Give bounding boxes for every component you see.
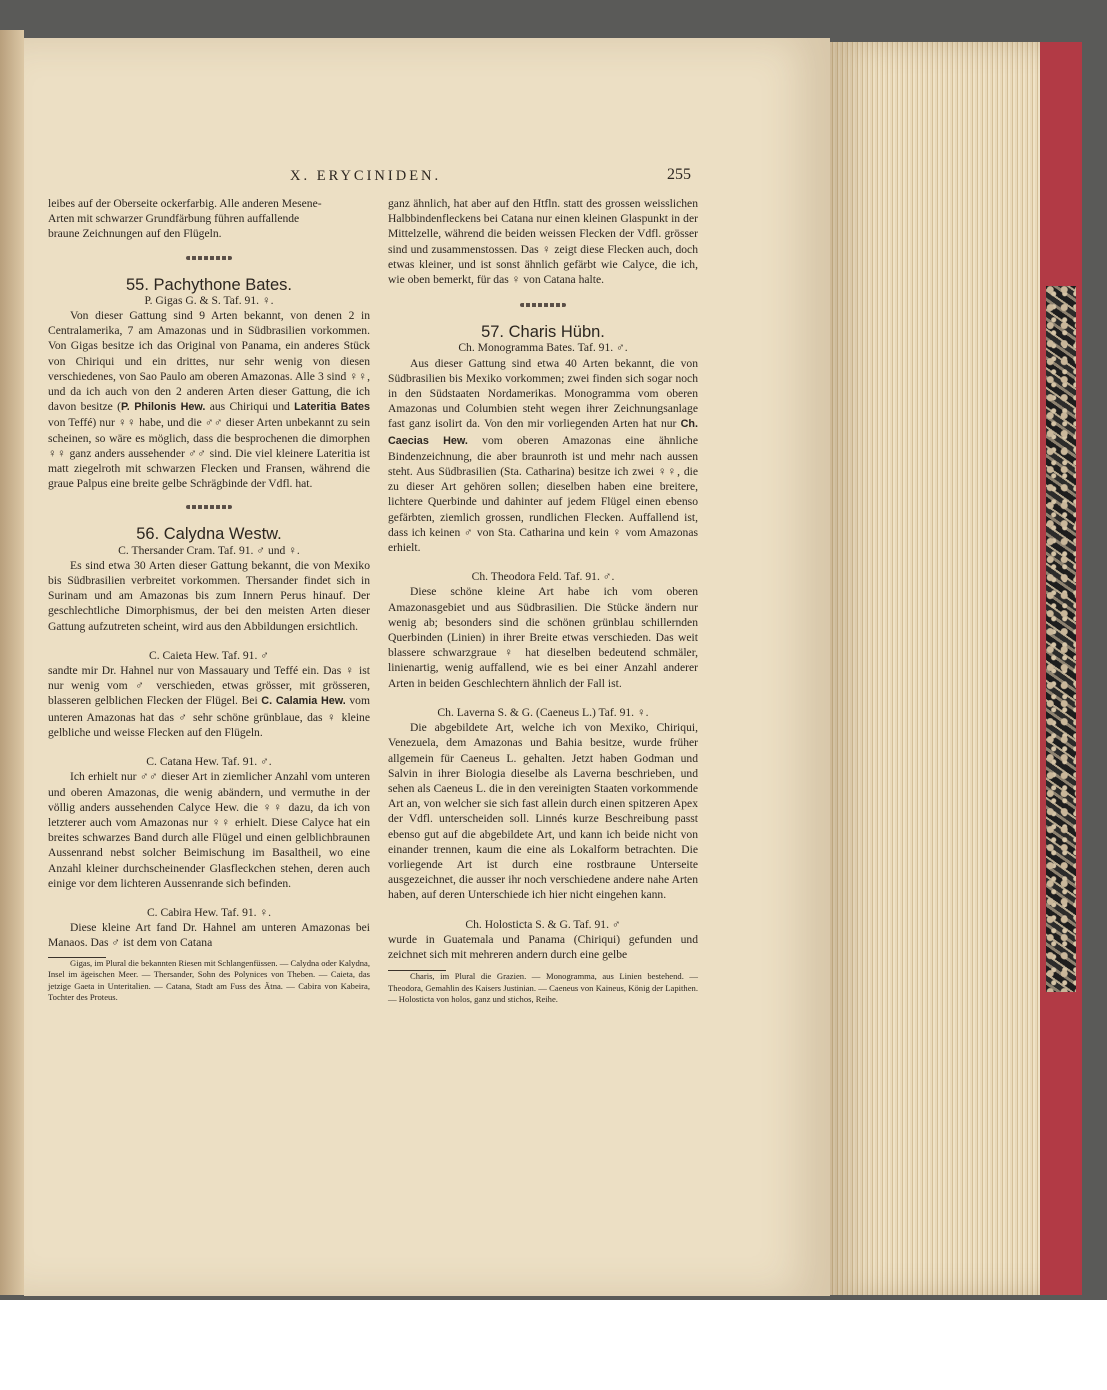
left-column — [48, 196, 370, 1004]
section-heading-55: 55. Pachythone Bates. — [125, 275, 293, 294]
section-heading-57: 57. Charis Hübn. — [481, 323, 605, 342]
page-edges — [830, 42, 1058, 1295]
intro-line: Arten mit schwarzer Grundfärbung führen auffallende — [48, 212, 300, 226]
page-number: 255 — [667, 166, 691, 183]
paragraph-holosticta: wurde in Guatemala und Panama (Chiriqui) gefunden und zeichnet sich mit mehreren andern durch eine gelbe — [388, 932, 698, 961]
footnote-right: Charis, im Plural die Grazien. — Monogramma, aus Linien bestehend. — Theodora, Gemahlin des Kaisers Justinian. — Caeneus von Kaineus, König der Lapithen. — Holosticta von holos, ganz und stichos, Reihe. — [388, 971, 698, 1005]
footnote-left: Gigas, im Plural die bekannten Riesen mit Schlangenfüssen. — Calydna oder Kalydna, Insel im ägeischen Meer. — Thersander, Sohn des Polynices von Theben. — Caieta, das jetzige Gaeta in Unteritalien. — Catana, Stadt am Fuss des Ätna. — Cabira von Kabeira, Tochter des Proteus. — [48, 957, 370, 1003]
paragraph-catana: Ich erhielt nur ♂♂ dieser Art in ziemlicher Anzahl vom unteren und oberen Amazonas, die wenig abändern, und vermuthe in der völlig anders aussehenden Calyce Hew. die ♀♀ dazu, da ich von letzterer auch vom Amazonas nur ♀♀ erhielt. Diese Calyce hat ein breites schwarzes Band durch alle Flügel und einen gelblichbraunen Aussenrand nebst solcher Beimischung im Basaltheil, wo eine Anzahl kleiner durchscheinender Glasfleckchen stehen, deren auch einige vor dem lichteren Aussenrande sich befinden. — [48, 770, 370, 890]
facing-page-edge — [0, 30, 24, 1295]
species-heading-laverna: Ch. Laverna S. & G. (Caeneus L.) Taf. 91. ♀. — [437, 705, 649, 719]
species-heading-cabira: C. Cabira Hew. Taf. 91. ♀. — [146, 905, 272, 919]
species-heading-theodora: Ch. Theodora Feld. Taf. 91. ♂. — [471, 570, 615, 584]
paragraph-cabira: Diese kleine Art fand Dr. Hahnel am unteren Amazonas bei Manaos. Das ♂ ist dem von Catana — [48, 921, 370, 950]
species-heading-caieta: C. Caieta Hew. Taf. 91. ♂ — [149, 648, 269, 662]
running-header: X. ERYCINIDEN. — [290, 168, 442, 184]
species-line: C. Thersander Cram. Taf. 91. ♂ und ♀. — [118, 543, 300, 557]
paragraph-catana-cont: ganz ähnlich, hat aber auf den Htfln. statt des grossen weisslichen Halbbindenfleckens bei Catana nur einen kleinen Glaspunkt in der Mittelzelle, während die beiden weissen Flecken der Vdfl. grösser sind und zusammenstossen. Das ♀ zeigt diese Flecken auch, doch etwas kleiner, und ist sonst ähnlich gefärbt wie Calyce, die ich, wie oben bemerkt, für das ♀ von Catana halte. — [388, 197, 698, 287]
paragraph-charis: Aus dieser Gattung sind etwa 40 Arten bekannt, die von Südbrasilien bis Mexiko vorkommen; zwei finden sich sogar noch in den Südstaaten Nordamerikas. Monogramma vom oberen Amazonas und Columbien steht wegen ihrer Zeichnungsanlage fast ganz isolirt da. Von den mir vorliegenden Arten hat nur Ch. Caecias Hew. vom oberen Amazonas eine ähnliche Bindenzeichnung, die aber braunroth ist und mehr nach aussen steht. Aus Südbrasilien (Sta. Catharina) besitze ich zwei ♀♀, die zu dieser Art gehören sollen; dieselben haben eine breitere, lichtere Querbinde und dahinter auf jedem Flügel einen ebenso gefärbten, ziemlich grossen, rundlichen Flecken. Auffallend ist, dass ich keinen ♂ von Sta. Catharina und kein ♀ vom Amazonas erhielt. — [388, 356, 698, 555]
species-heading-catana: C. Catana Hew. Taf. 91. ♂. — [146, 755, 272, 769]
species-line: P. Gigas G. & S. Taf. 91. ♀. — [144, 293, 274, 307]
intro-line: braune Zeichnungen auf den Flügeln. — [48, 227, 222, 241]
paragraph-laverna: Die abgebildete Art, welche ich von Mexiko, Chiriqui, Venezuela, dem Amazonas und Bahia besitze, wurde früher allgemein für Caeneus L. gehalten. Jetzt haben Godman und Salvin in ihrer Biologia dieselbe als Laverna beschrieben, und sehen als Caeneus L. die in den vereinigten Staaten vorkommende Art an, von welcher sie sich fast allein durch einen spitzeren Apex der Vdfl. unterscheiden soll. Linnés kurze Beschreibung passt ebenso gut auf die abgebildete Art, und kann ich beide nicht von einander trennen, kaum die eine als Lokalform betrachten. Die vorliegende Art ist durch eine rostbraune Unterseite ausgezeichnet, die ausser ihr noch verschiedene andere nahe Arten haben, auf deren Unterschiede ich hier nicht eingehen kann. — [388, 721, 698, 902]
paragraph-theodora: Diese schöne kleine Art habe ich vom oberen Amazonasgebiet und aus Südbrasilien. Die Stücke ändern nur wenig ab; besonders sind die schönen grünblau schillernden Querbinden (Linien) in ihrer Breite etwas verschieden. Das weit blassere schwarzgraue ♀ hat dieselben bedeutend schmäler, linienartig, wenig auffallend, wie es bei einer Anzahl anderer Arten in beiden Geschlechtern ähnlich der Fall ist. — [388, 585, 698, 690]
section-heading-56: 56. Calydna Westw. — [136, 525, 282, 544]
paragraph-pachythone: Von dieser Gattung sind 9 Arten bekannt, von denen 2 in Centralamerika, 7 am Amazonas und in Südbrasilien vorkommen. Von Gigas besitze ich das Original von Panama, ein anderes Stück von Chiriqui und ein drittes, nur sehr wenig von diesen verschiedenes, von Sao Paulo am oberen Amazonas. Alle 3 sind ♀♀, und da ich auch von den 2 anderen Arten dieser Gattung, die ich davon besitze (P. Philonis Hew. aus Chiriqui und Lateritia Bates von Teffé) nur ♀♀ habe, und die ♂♂ dieser Arten unbekannt zu sein scheinen, so wäre es möglich, dass die besprochenen die dimorphen ♀♀ ganz anders aussehender ♂♂ sind. Die viel kleinere Lateritia ist matt ziegelroth mit schwarzen Flecken und Fransen, während die graue Palpus eine breite gelbe Schrägbinde der Vdfl. hat. — [48, 309, 370, 491]
species-line: Ch. Monogramma Bates. Taf. 91. ♂. — [458, 341, 628, 355]
paragraph-caieta: sandte mir Dr. Hahnel nur von Massauary und Teffé ein. Das ♀ ist nur wenig vom ♂ verschieden, etwas grösser, mit grösseren, blasseren gelblichen Flecken der Flügel. Bei C. Calamia Hew. vom unteren Amazonas hat das ♂ sehr schöne grünblaue, das ♀ kleine gelbliche und weisse Flecken auf den Flügeln. — [48, 664, 370, 739]
species-heading-holosticta: Ch. Holosticta S. & G. Taf. 91. ♂ — [465, 917, 621, 931]
right-column — [388, 196, 698, 1006]
intro-line: leibes auf der Oberseite ockerfarbig. Alle anderen Mesene- — [48, 197, 322, 210]
marbled-cover-pattern — [1046, 286, 1076, 992]
paragraph-calydna: Es sind etwa 30 Arten dieser Gattung bekannt, die von Mexiko bis Südbrasilien verbreitet vorkommen. Thersander findet sich in Surinam und am Amazonas bis zum Innern Perus hinauf. Der geschlechtliche Dimorphismus, der bei den meisten Arten dieser Gattung aufzutreten scheint, wird aus den Abbildungen ersichtlich. — [48, 558, 370, 633]
